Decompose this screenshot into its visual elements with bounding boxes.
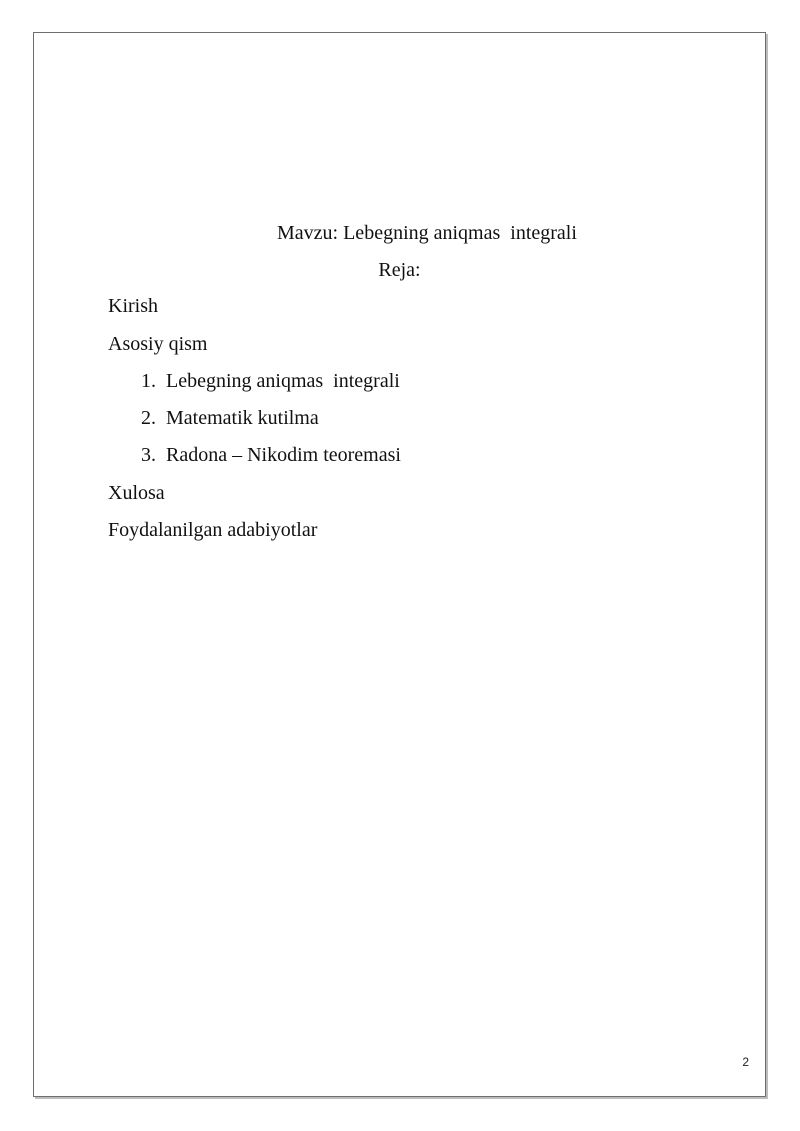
document-title: Mavzu: Lebegning aniqmas integrali: [277, 222, 577, 244]
page-number: 2: [742, 1055, 749, 1069]
toc-item-label: Lebegning aniqmas integrali: [166, 370, 400, 392]
toc-intro: Kirish: [108, 295, 158, 317]
plan-heading: Reja:: [378, 259, 421, 281]
toc-item-number: 1.: [141, 370, 156, 392]
document-page: [33, 32, 766, 1097]
toc-references: Foydalanilgan adabiyotlar: [108, 519, 318, 541]
toc-item-label: Radona – Nikodim teoremasi: [166, 444, 401, 466]
toc-item-label: Matematik kutilma: [166, 407, 319, 429]
toc-conclusion: Xulosa: [108, 482, 165, 504]
toc-main-part: Asosiy qism: [108, 333, 208, 355]
toc-item-number: 3.: [141, 444, 156, 466]
toc-item-number: 2.: [141, 407, 156, 429]
